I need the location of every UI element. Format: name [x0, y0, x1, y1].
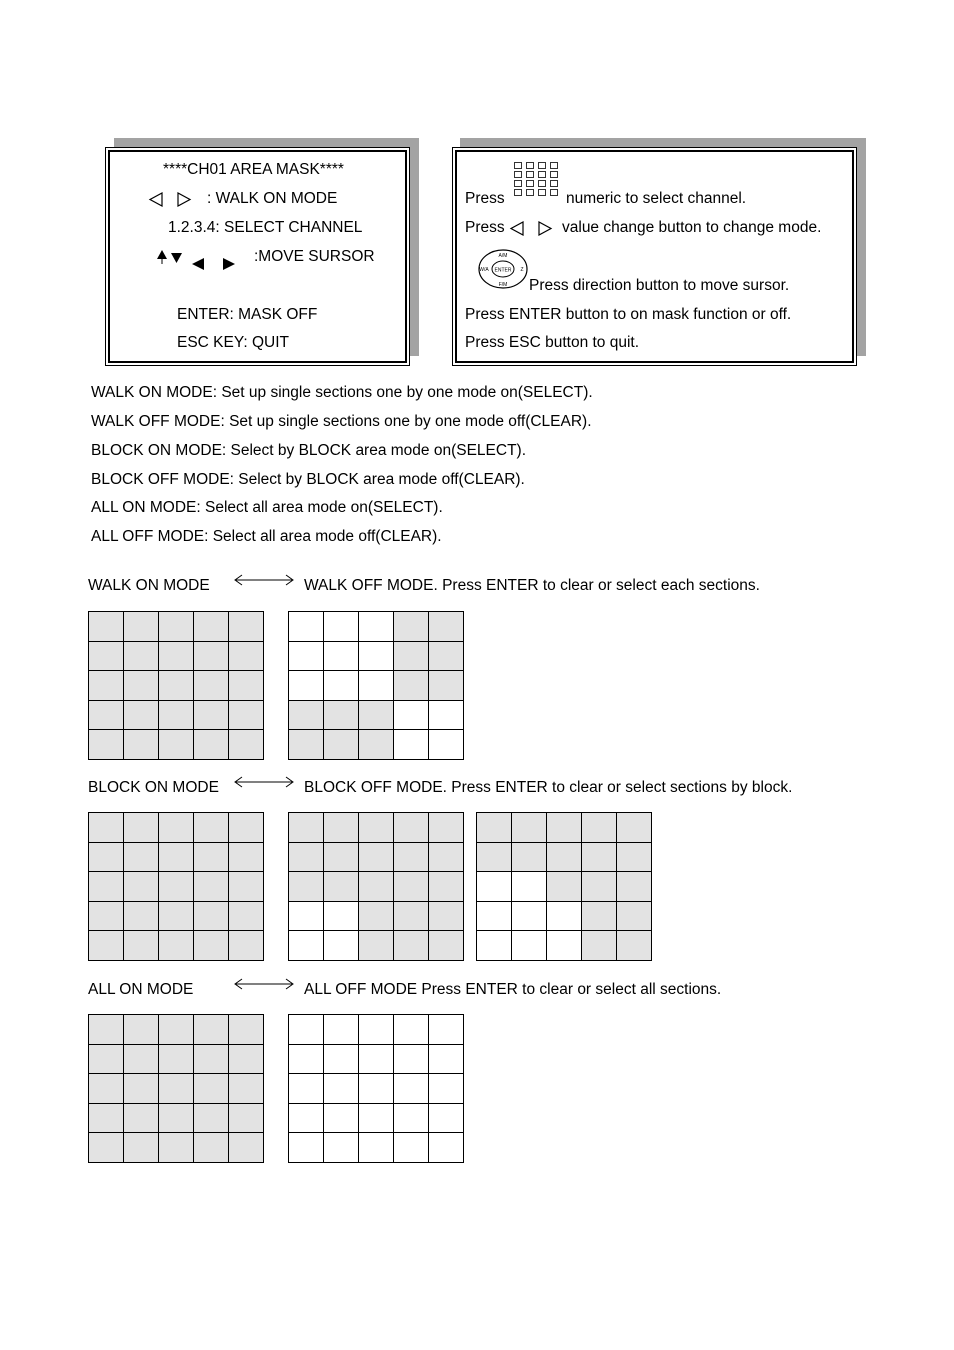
osd-move-cursor: :MOVE SURSOR — [254, 248, 375, 265]
mask-cell-r5-c3 — [159, 931, 194, 961]
mask-cell-r2-c2 — [124, 1045, 159, 1075]
svg-text:Z: Z — [520, 267, 524, 273]
walk-on-label: WALK ON MODE — [88, 577, 210, 594]
mask-cell-r5-c2 — [512, 931, 547, 961]
mask-cell-r4-c2 — [124, 902, 159, 932]
mask-cell-r3-c1 — [289, 1074, 324, 1104]
mask-cell-r1-c2 — [324, 612, 359, 642]
mask-cell-r1-c3 — [159, 612, 194, 642]
double-arrow-icon — [232, 977, 296, 991]
mask-cell-r3-c1 — [289, 671, 324, 701]
mask-cell-r4-c2 — [124, 1104, 159, 1134]
help-direction: Press direction button to move sursor. — [529, 277, 790, 294]
mask-cell-r4-c3 — [547, 902, 582, 932]
help-esc: Press ESC button to quit. — [465, 334, 640, 351]
mask-cell-r5-c3 — [359, 730, 394, 760]
mask-cell-r5-c2 — [124, 1133, 159, 1163]
mask-cell-r4-c5 — [429, 701, 464, 731]
mask-cell-r3-c2 — [324, 1074, 359, 1104]
mask-cell-r3-c4 — [194, 872, 229, 902]
description-walk-on: WALK ON MODE: Set up single sections one by one mode on(SELECT). — [91, 384, 593, 401]
mask-cell-r4-c5 — [429, 902, 464, 932]
mask-cell-r4-c4 — [194, 701, 229, 731]
left-triangle-icon — [148, 192, 164, 207]
mask-cell-r1-c1 — [89, 813, 124, 843]
mask-cell-r3-c5 — [229, 872, 264, 902]
mask-cell-r5-c2 — [124, 730, 159, 760]
mask-cell-r2-c5 — [229, 1045, 264, 1075]
double-arrow-icon — [232, 573, 296, 587]
mask-cell-r5-c5 — [229, 1133, 264, 1163]
mask-cell-r1-c4 — [194, 1015, 229, 1045]
mask-cell-r4-c1 — [289, 701, 324, 731]
mask-cell-r2-c1 — [89, 642, 124, 672]
mask-cell-r2-c1 — [89, 1045, 124, 1075]
mask-cell-r2-c5 — [229, 843, 264, 873]
up-down-arrows-icon — [155, 249, 185, 265]
help-value-change: value change button to change mode. — [562, 219, 822, 236]
mask-cell-r5-c5 — [617, 931, 652, 961]
right-triangle-icon — [176, 192, 192, 207]
mask-cell-r5-c2 — [324, 730, 359, 760]
mask-cell-r5-c1 — [89, 931, 124, 961]
mask-cell-r3-c3 — [359, 1074, 394, 1104]
mask-cell-r1-c1 — [289, 1015, 324, 1045]
description-block-off: BLOCK OFF MODE: Select by BLOCK area mode off(CLEAR). — [91, 471, 525, 488]
mask-cell-r1-c4 — [394, 1015, 429, 1045]
mask-cell-r1-c2 — [324, 1015, 359, 1045]
mask-cell-r5-c1 — [289, 1133, 324, 1163]
osd-walk-mode: : WALK ON MODE — [207, 190, 338, 207]
mask-cell-r5-c5 — [429, 931, 464, 961]
mask-cell-r1-c3 — [159, 813, 194, 843]
mask-cell-r2-c5 — [229, 642, 264, 672]
help-press-label: Press — [465, 190, 505, 207]
mask-cell-r2-c2 — [512, 843, 547, 873]
direction-dial-icon — [477, 248, 529, 290]
all-on-label: ALL ON MODE — [88, 981, 194, 998]
mask-cell-r4-c5 — [429, 1104, 464, 1134]
mask-cell-r2-c3 — [359, 843, 394, 873]
mask-cell-r5-c1 — [289, 931, 324, 961]
osd-esc: ESC KEY: QUIT — [177, 334, 289, 351]
mask-cell-r3-c5 — [229, 671, 264, 701]
mask-cell-r2-c4 — [394, 843, 429, 873]
mask-cell-r2-c4 — [394, 642, 429, 672]
mask-cell-r1-c3 — [359, 612, 394, 642]
mask-cell-r1-c5 — [229, 612, 264, 642]
mask-cell-r2-c2 — [324, 642, 359, 672]
mask-cell-r3-c2 — [512, 872, 547, 902]
mask-cell-r3-c2 — [324, 872, 359, 902]
mask-cell-r3-c4 — [394, 1074, 429, 1104]
mask-cell-r5-c4 — [394, 730, 429, 760]
mask-cell-r1-c5 — [429, 612, 464, 642]
mask-cell-r4-c4 — [194, 1104, 229, 1134]
mask-cell-r1-c1 — [89, 1015, 124, 1045]
mask-cell-r1-c4 — [394, 813, 429, 843]
mask-cell-r5-c2 — [324, 1133, 359, 1163]
mask-cell-r1-c5 — [617, 813, 652, 843]
walk-off-grid — [288, 611, 464, 760]
mask-cell-r5-c4 — [194, 730, 229, 760]
mask-cell-r2-c2 — [124, 843, 159, 873]
description-all-on: ALL ON MODE: Select all area mode on(SELECT). — [91, 499, 443, 516]
mask-cell-r4-c5 — [229, 1104, 264, 1134]
help-numeric: numeric to select channel. — [566, 190, 747, 207]
mask-cell-r3-c3 — [547, 872, 582, 902]
mask-cell-r2-c2 — [124, 642, 159, 672]
mask-cell-r5-c5 — [229, 730, 264, 760]
block-off-grid-step1 — [288, 812, 464, 961]
mask-cell-r4-c5 — [229, 902, 264, 932]
mask-cell-r1-c5 — [429, 1015, 464, 1045]
mask-cell-r4-c1 — [477, 902, 512, 932]
mask-cell-r3-c4 — [394, 872, 429, 902]
mask-cell-r4-c4 — [394, 1104, 429, 1134]
mask-cell-r3-c4 — [394, 671, 429, 701]
mask-cell-r3-c4 — [194, 671, 229, 701]
mask-cell-r1-c4 — [194, 813, 229, 843]
mask-cell-r2-c3 — [159, 1045, 194, 1075]
mask-cell-r1-c5 — [429, 813, 464, 843]
mask-cell-r1-c2 — [124, 813, 159, 843]
description-walk-off: WALK OFF MODE: Set up single sections one by one mode off(CLEAR). — [91, 413, 592, 430]
mask-cell-r3-c3 — [359, 671, 394, 701]
svg-text:ENTER: ENTER — [494, 267, 512, 274]
mask-cell-r4-c1 — [89, 1104, 124, 1134]
mask-cell-r3-c1 — [89, 1074, 124, 1104]
mask-cell-r1-c4 — [194, 612, 229, 642]
mask-cell-r4-c4 — [394, 701, 429, 731]
numeric-keypad-icon — [514, 162, 558, 196]
svg-text:A/M: A/M — [498, 253, 508, 259]
mask-cell-r4-c1 — [289, 902, 324, 932]
double-arrow-icon — [232, 775, 296, 789]
mask-cell-r5-c1 — [89, 1133, 124, 1163]
all-on-grid — [88, 1014, 264, 1163]
mask-cell-r4-c5 — [617, 902, 652, 932]
mask-cell-r4-c3 — [359, 902, 394, 932]
mask-cell-r2-c3 — [359, 1045, 394, 1075]
mask-cell-r4-c4 — [194, 902, 229, 932]
block-on-label: BLOCK ON MODE — [88, 779, 219, 796]
mask-cell-r3-c5 — [429, 671, 464, 701]
mask-cell-r5-c5 — [429, 1133, 464, 1163]
mask-cell-r1-c4 — [582, 813, 617, 843]
mask-cell-r1-c1 — [477, 813, 512, 843]
mask-cell-r2-c5 — [617, 843, 652, 873]
mask-cell-r1-c5 — [229, 1015, 264, 1045]
mask-cell-r2-c1 — [289, 642, 324, 672]
mask-cell-r2-c5 — [429, 642, 464, 672]
mask-cell-r2-c4 — [194, 1045, 229, 1075]
mask-cell-r3-c1 — [289, 872, 324, 902]
mask-cell-r3-c4 — [582, 872, 617, 902]
mask-cell-r1-c2 — [512, 813, 547, 843]
mask-cell-r5-c4 — [194, 1133, 229, 1163]
left-triangle-icon — [509, 221, 525, 236]
mask-cell-r1-c4 — [394, 612, 429, 642]
mask-cell-r1-c5 — [229, 813, 264, 843]
osd-title: ****CH01 AREA MASK**** — [163, 161, 344, 178]
mask-cell-r2-c1 — [89, 843, 124, 873]
svg-text:F/M: F/M — [498, 282, 508, 288]
mask-cell-r5-c2 — [124, 931, 159, 961]
mask-cell-r1-c1 — [289, 612, 324, 642]
help-enter: Press ENTER button to on mask function or off. — [465, 306, 792, 323]
all-off-grid — [288, 1014, 464, 1163]
mask-cell-r1-c2 — [124, 1015, 159, 1045]
mask-cell-r3-c2 — [124, 872, 159, 902]
mask-cell-r2-c4 — [194, 642, 229, 672]
mask-cell-r2-c2 — [324, 1045, 359, 1075]
mask-cell-r3-c5 — [229, 1074, 264, 1104]
mask-cell-r1-c1 — [289, 813, 324, 843]
mask-cell-r2-c5 — [429, 1045, 464, 1075]
mask-cell-r2-c1 — [289, 1045, 324, 1075]
mask-cell-r2-c3 — [547, 843, 582, 873]
mask-cell-r5-c2 — [324, 931, 359, 961]
block-off-grid-step2 — [476, 812, 652, 961]
description-all-off: ALL OFF MODE: Select all area mode off(CLEAR). — [91, 528, 442, 545]
mask-cell-r4-c3 — [159, 701, 194, 731]
mask-cell-r4-c2 — [124, 701, 159, 731]
block-off-label: BLOCK OFF MODE. Press ENTER to clear or select sections by block. — [304, 779, 793, 796]
mask-cell-r3-c1 — [89, 671, 124, 701]
mask-cell-r1-c1 — [89, 612, 124, 642]
mask-cell-r5-c3 — [159, 1133, 194, 1163]
mask-cell-r4-c3 — [359, 701, 394, 731]
mask-cell-r5-c1 — [477, 931, 512, 961]
mask-cell-r2-c3 — [359, 642, 394, 672]
mask-cell-r5-c3 — [547, 931, 582, 961]
help-press-label-2: Press — [465, 219, 505, 236]
all-off-label: ALL OFF MODE Press ENTER to clear or select all sections. — [304, 981, 722, 998]
mask-cell-r1-c2 — [324, 813, 359, 843]
mask-cell-r4-c2 — [324, 902, 359, 932]
mask-cell-r5-c5 — [429, 730, 464, 760]
mask-cell-r3-c3 — [159, 872, 194, 902]
right-arrow-icon — [219, 257, 237, 271]
mask-cell-r3-c5 — [617, 872, 652, 902]
mask-cell-r4-c3 — [159, 1104, 194, 1134]
mask-cell-r2-c2 — [324, 843, 359, 873]
mask-cell-r5-c4 — [582, 931, 617, 961]
mask-cell-r5-c1 — [89, 730, 124, 760]
svg-text:W/A: W/A — [479, 267, 489, 273]
mask-cell-r5-c4 — [394, 1133, 429, 1163]
mask-cell-r5-c4 — [394, 931, 429, 961]
walk-on-grid — [88, 611, 264, 760]
mask-cell-r3-c3 — [159, 1074, 194, 1104]
mask-cell-r3-c3 — [159, 671, 194, 701]
mask-cell-r4-c1 — [89, 701, 124, 731]
mask-cell-r3-c2 — [124, 1074, 159, 1104]
mask-cell-r2-c4 — [582, 843, 617, 873]
mask-cell-r5-c4 — [194, 931, 229, 961]
mask-cell-r4-c1 — [89, 902, 124, 932]
mask-cell-r4-c4 — [582, 902, 617, 932]
mask-cell-r3-c2 — [124, 671, 159, 701]
mask-cell-r5-c3 — [359, 931, 394, 961]
mask-cell-r3-c4 — [194, 1074, 229, 1104]
walk-off-label: WALK OFF MODE. Press ENTER to clear or select each sections. — [304, 577, 760, 594]
mask-cell-r2-c3 — [159, 843, 194, 873]
osd-enter: ENTER: MASK OFF — [177, 306, 318, 323]
mask-cell-r3-c3 — [359, 872, 394, 902]
mask-cell-r1-c3 — [547, 813, 582, 843]
description-block-on: BLOCK ON MODE: Select by BLOCK area mode on(SELECT). — [91, 442, 527, 459]
mask-cell-r1-c2 — [124, 612, 159, 642]
mask-cell-r4-c2 — [512, 902, 547, 932]
block-on-grid — [88, 812, 264, 961]
mask-cell-r5-c3 — [359, 1133, 394, 1163]
mask-cell-r1-c3 — [359, 1015, 394, 1045]
mask-cell-r4-c4 — [394, 902, 429, 932]
mask-cell-r3-c1 — [89, 872, 124, 902]
mask-cell-r5-c3 — [159, 730, 194, 760]
mask-cell-r5-c1 — [289, 730, 324, 760]
mask-cell-r5-c5 — [229, 931, 264, 961]
mask-cell-r3-c1 — [477, 872, 512, 902]
mask-cell-r4-c3 — [159, 902, 194, 932]
mask-cell-r1-c3 — [159, 1015, 194, 1045]
left-arrow-icon — [190, 257, 208, 271]
mask-cell-r2-c4 — [394, 1045, 429, 1075]
mask-cell-r4-c1 — [289, 1104, 324, 1134]
mask-cell-r2-c5 — [429, 843, 464, 873]
mask-cell-r2-c4 — [194, 843, 229, 873]
mask-cell-r2-c1 — [477, 843, 512, 873]
right-triangle-icon — [537, 221, 553, 236]
mask-cell-r4-c2 — [324, 701, 359, 731]
mask-cell-r2-c1 — [289, 843, 324, 873]
mask-cell-r2-c3 — [159, 642, 194, 672]
mask-cell-r3-c5 — [429, 1074, 464, 1104]
mask-cell-r3-c5 — [429, 872, 464, 902]
mask-cell-r3-c2 — [324, 671, 359, 701]
mask-cell-r4-c2 — [324, 1104, 359, 1134]
osd-select-channel: 1.2.3.4: SELECT CHANNEL — [168, 219, 363, 236]
mask-cell-r4-c3 — [359, 1104, 394, 1134]
mask-cell-r4-c5 — [229, 701, 264, 731]
mask-cell-r1-c3 — [359, 813, 394, 843]
